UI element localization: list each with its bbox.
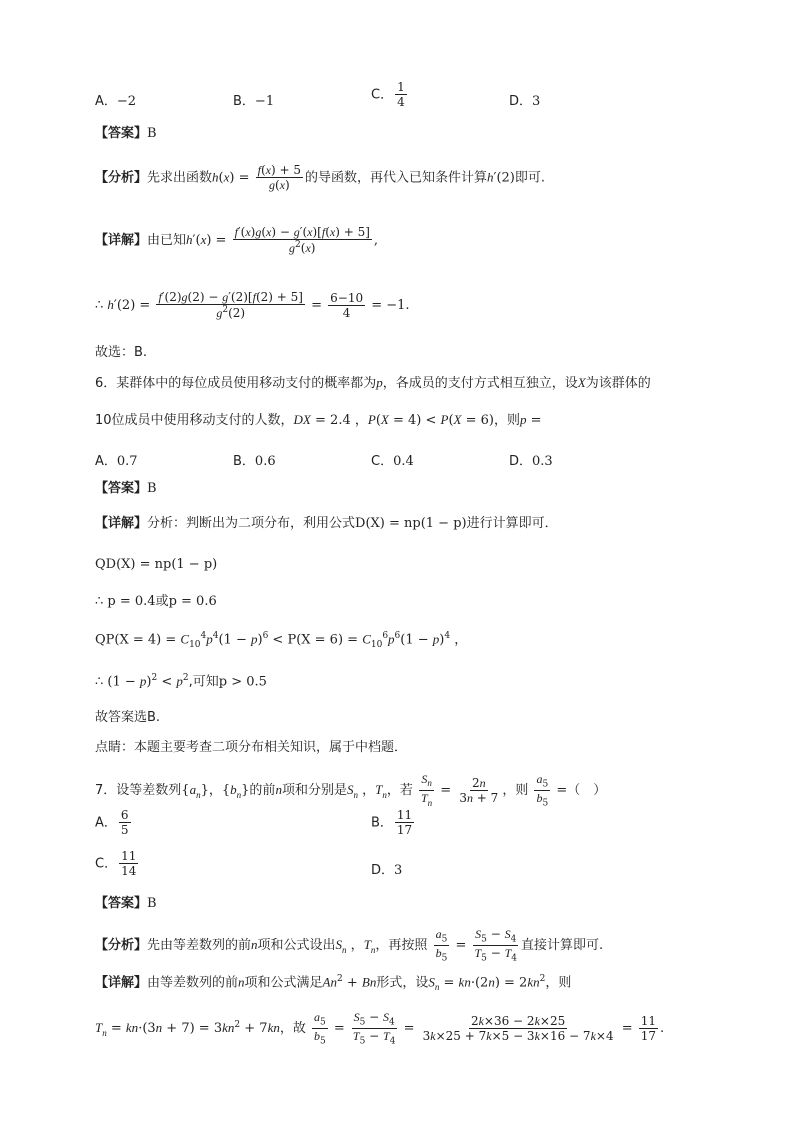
- q5-analysis: 【分析】先求出函数h(x) = $\frac{f(x) + 5}{g(x)}$ 的导函数，再代入已知条件计算h′(2)即可.: [95, 163, 546, 193]
- q6-step4: ∴ $(1 - p)^2 < p^2$,可知p > 0.5: [95, 673, 267, 690]
- q6-option-a: A．0.7: [95, 454, 138, 469]
- q7-option-c: C． $\frac{11}{14}$: [95, 849, 137, 879]
- q7-option-a: A． $\frac{6}{5}$: [95, 808, 129, 838]
- q5-option-b: B．−1: [233, 94, 275, 109]
- q7-answer: 【答案】B: [95, 896, 157, 911]
- q6-step2: ∴ p = 0.4或p = 0.6: [95, 594, 217, 609]
- q5-detail-result: ∴ h′(2) = $\frac{f'(2)g(2) - g'(2)[f(2) + 5]}{g^2(2)}$ = $\frac{6-10}{4}$ = −1.: [95, 290, 410, 321]
- q6-step3: $QP(X = 4) = C_{10}^4p^4(1 - p)^6 < P(X = 6) = C_{10}^6p^6(1 - p)^4$ ，: [95, 631, 468, 650]
- q7-option-d: D．3: [371, 863, 403, 878]
- q6-option-b: B．0.6: [233, 454, 276, 469]
- q5-conclusion: 故选：B.: [95, 345, 148, 360]
- q6-option-d: D．0.3: [509, 454, 553, 469]
- q6-step1: QD(X) = np(1 − p): [95, 557, 218, 572]
- q6-comment: 点睛：本题主要考查二项分布相关知识，属于中档题．: [95, 740, 408, 755]
- q5-option-c: C． $\frac{1}{4}$: [371, 80, 405, 110]
- q6-answer: 【答案】B: [95, 481, 157, 496]
- q6-stem-line1: 6．某群体中的每位成员使用移动支付的概率都为p，各成员的支付方式相互独立，设X为该群体的: [95, 375, 651, 391]
- q7-stem: 7．设等差数列$\{a_n\}$，$\{b_n\}$的前n项和分别是$S_n$ ，$T_n$，若 $\frac{S_n}{T_n}$ = $\frac{2n}{3n + 7}$ ，则 $\frac{a_5}{b_5}$ =（ ）: [95, 772, 607, 809]
- q5-option-d: D．3: [509, 94, 541, 109]
- q6-conclusion: 故答案选B.: [95, 710, 161, 725]
- q6-option-c: C．0.4: [371, 454, 414, 469]
- q7-detail-line2: $T_n = kn\cdot(3n + 7) = 3kn^2 + 7kn$，故 $\frac{a_5}{b_5}$ = $\frac{S_5 - S_4}{T_5 - T_4}$ = $\frac{2k\times 36 - 2k\times 25}{3k\times 25 + 7k\times 5 - 3k\times 16 - 7k\times 4}$ = $\frac{11}{17}$ .: [95, 1010, 665, 1047]
- q6-detail: 【详解】分析：判断出为二项分布，利用公式D(X) = np(1 − p)进行计算即可．: [95, 516, 558, 531]
- q7-detail: 【详解】由等差数列的前n项和公式满足$An^2 + Bn$形式，设$S_n = kn\cdot(2n) = 2kn^2$，则: [95, 974, 572, 992]
- q7-analysis: 【分析】先由等差数列的前n项和公式设出$S_n$ ，$T_n$，再按照 $\frac{a_5}{b_5}$ = $\frac{S_5 - S_4}{T_5 - T_4}$ 直接计算即可.: [95, 927, 604, 964]
- q6-stem-line2: 10位成员中使用移动支付的人数，DX = 2.4 ，P(X = 4) < P(X = 6)，则p =: [95, 412, 542, 428]
- q5-option-a: A．−2: [95, 94, 137, 109]
- q5-detail: 【详解】由已知h′(x) = $\frac{f'(x)g(x) - g'(x)[f(x) + 5]}{g^2(x)}$ ,: [95, 225, 379, 256]
- q7-option-b: B． $\frac{11}{17}$: [371, 808, 413, 838]
- q5-answer: 【答案】B: [95, 126, 157, 141]
